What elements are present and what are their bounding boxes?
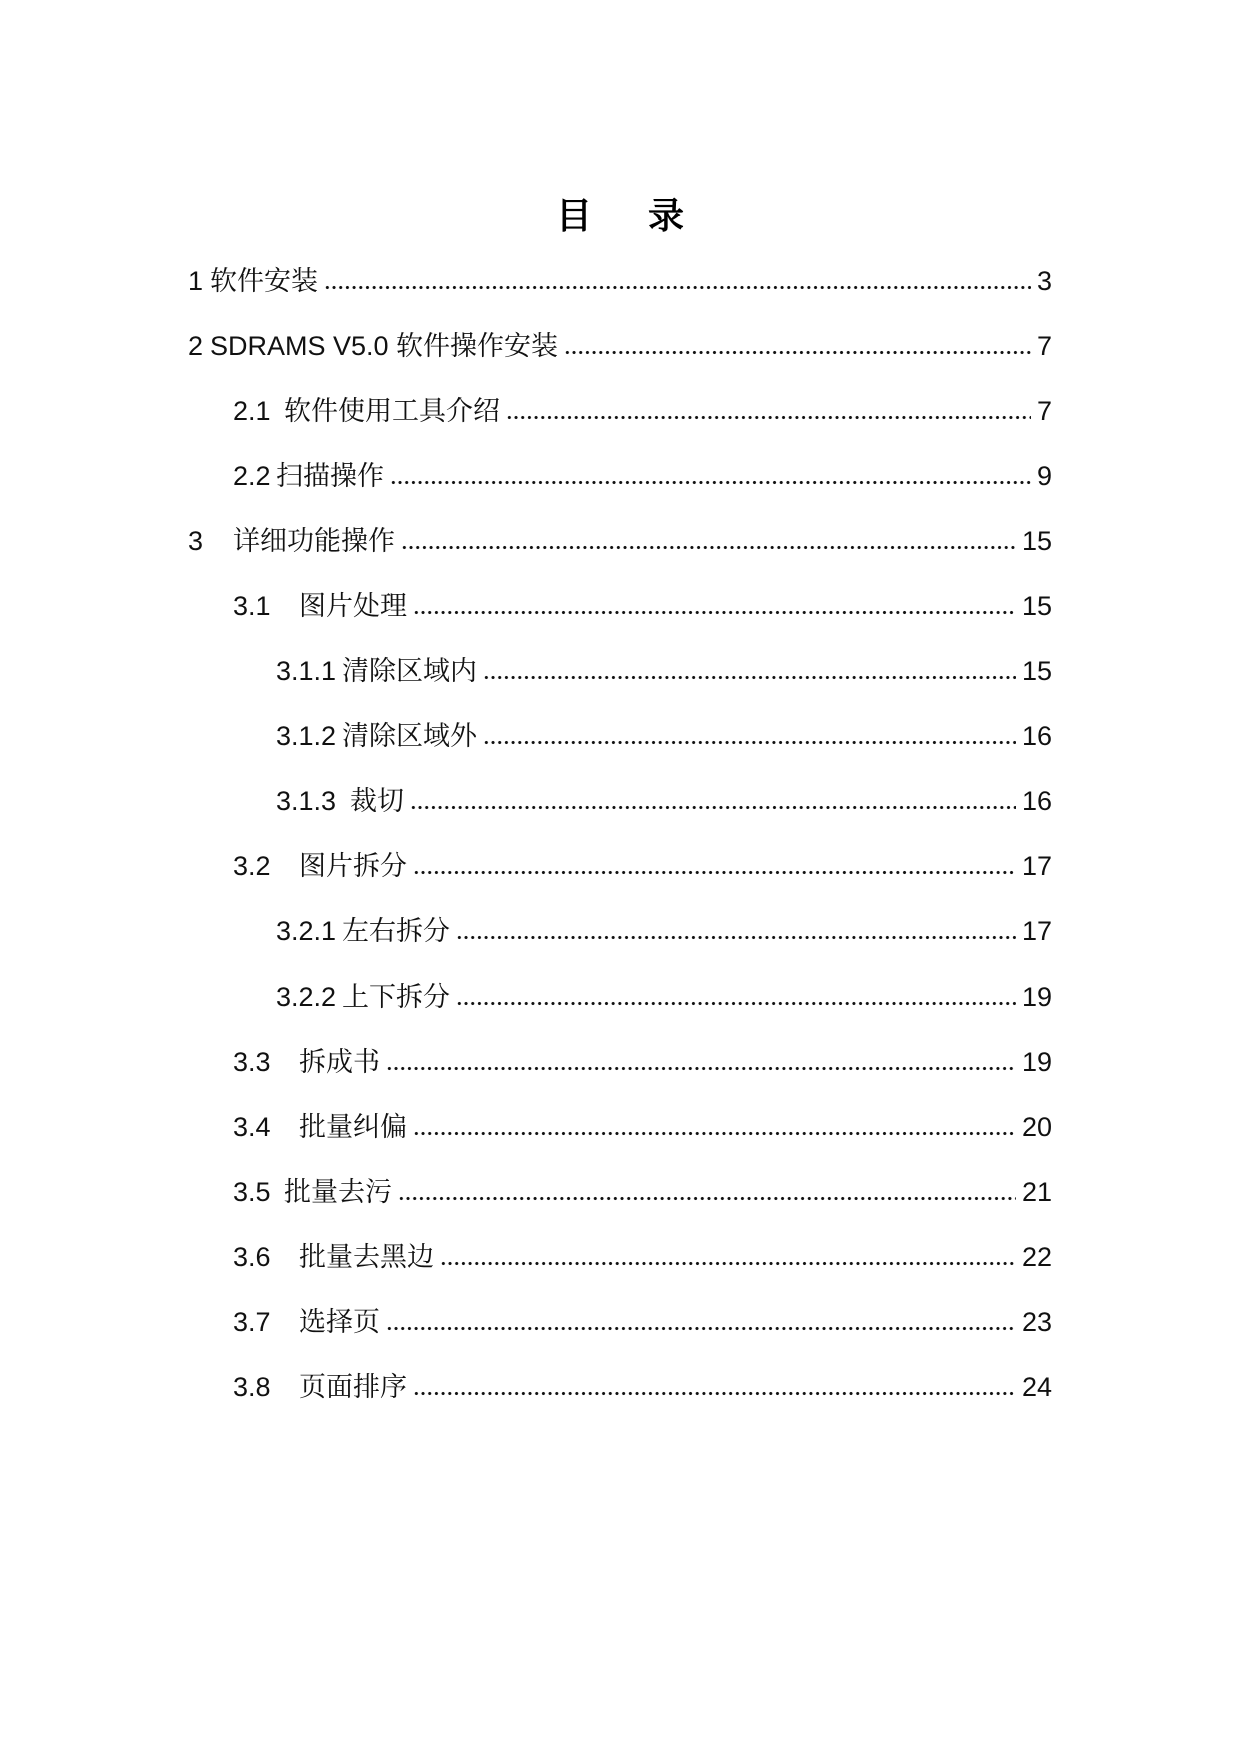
toc-entry-page: 24: [1021, 1372, 1052, 1403]
toc-entry-number: 3.2: [233, 851, 271, 882]
toc-entry-title: 拆成书: [299, 1046, 380, 1077]
toc-entry-title: 详细功能操作: [233, 525, 395, 556]
toc-entry-title: 批量去污: [284, 1176, 392, 1207]
toc-entry: [233, 1095, 1052, 1160]
toc-entry-title: 软件使用工具介绍: [284, 395, 500, 426]
toc-entry-page: 15: [1021, 590, 1052, 621]
toc-entry-title: 选择页: [299, 1307, 380, 1337]
toc-entry-page: 16: [1021, 721, 1052, 752]
toc-entry-page: 15: [1021, 656, 1052, 687]
toc-entry: [276, 899, 1052, 964]
toc-entry-number: 3.5: [233, 1176, 271, 1207]
toc-entry-title: 软件安装: [210, 265, 318, 296]
toc-entry-number: 1: [188, 265, 204, 296]
toc-entry-number: 3.1: [233, 590, 271, 621]
toc-entry-number: 3.3: [233, 1046, 271, 1077]
toc-entry-title: 图片拆分: [299, 851, 407, 882]
dot-leader: [506, 415, 1031, 420]
toc-entry: [188, 249, 1052, 314]
toc-entry-title: 批量去黑边: [299, 1241, 434, 1272]
dot-leader: [456, 935, 1016, 940]
toc-entry: [233, 379, 1052, 444]
toc-entry: [233, 574, 1052, 639]
toc-entry-page: 19: [1021, 1046, 1052, 1077]
toc-entry: [188, 314, 1052, 379]
dot-leader: [386, 1326, 1016, 1331]
dot-leader: [401, 545, 1016, 550]
toc-entry-title: 页面排序: [299, 1372, 407, 1403]
toc-entry-title: 扫描操作: [276, 460, 384, 491]
toc-entry-number: 2.1: [233, 395, 271, 426]
toc-entry-page: 19: [1021, 981, 1052, 1012]
toc-entry-title: 裁切: [350, 786, 404, 817]
toc-entry: [276, 704, 1052, 769]
toc-entry-number: 3.2.1: [276, 916, 337, 947]
toc-entry: [233, 1160, 1052, 1225]
dot-leader: [324, 285, 1031, 290]
toc-entry-title: 左右拆分: [342, 916, 450, 947]
dot-leader: [440, 1261, 1016, 1266]
dot-leader: [456, 1001, 1016, 1006]
toc-entry: [276, 769, 1052, 834]
dot-leader: [413, 1391, 1016, 1396]
toc-entry-page: 21: [1021, 1176, 1052, 1207]
toc-entry: [233, 834, 1052, 899]
toc-entry-title: 图片处理: [299, 590, 407, 621]
toc-entry-page: 20: [1021, 1111, 1052, 1142]
dot-leader: [390, 480, 1031, 485]
toc-entry: [233, 1225, 1052, 1290]
toc-entry-number: 3.2.2: [276, 981, 337, 1012]
toc-entry-page: 9: [1036, 460, 1052, 491]
dot-leader: [410, 805, 1016, 810]
toc-entry-page: 7: [1036, 330, 1052, 361]
toc-entry-page: 15: [1021, 525, 1052, 556]
toc-entry-number: 3.1.1: [276, 656, 337, 687]
page-title: 目 录: [555, 195, 684, 236]
toc-entry-number: 3.6: [233, 1241, 271, 1272]
toc-entry: [276, 639, 1052, 704]
toc-entry-page: 23: [1021, 1307, 1052, 1337]
toc-entry-number: 3: [188, 525, 204, 556]
dot-leader: [483, 675, 1016, 680]
toc-entry: [276, 965, 1052, 1030]
toc-entry-page: 22: [1021, 1241, 1052, 1272]
dot-leader: [413, 1131, 1016, 1136]
dot-leader: [413, 870, 1016, 875]
toc-entry-page: 16: [1021, 786, 1052, 817]
toc-entry: [233, 444, 1052, 509]
toc-entry-page: 17: [1021, 916, 1052, 947]
dot-leader: [564, 350, 1031, 355]
toc-entry-page: 7: [1036, 395, 1052, 426]
toc-entry-number: 3.8: [233, 1372, 271, 1403]
toc-entry: [233, 1030, 1052, 1095]
toc-entry: [233, 1290, 1052, 1355]
dot-leader: [398, 1196, 1016, 1201]
toc-entry-number: 3.7: [233, 1307, 271, 1337]
toc-entry-number: 2.2: [233, 460, 271, 491]
toc-entry-page: 3: [1036, 265, 1052, 296]
toc-entry-title: SDRAMS V5.0 软件操作安装: [210, 330, 559, 361]
toc-entry-title: 上下拆分: [342, 981, 450, 1012]
dot-leader: [483, 740, 1016, 745]
table-of-contents: [0, 249, 1240, 1421]
toc-entry-number: 3.4: [233, 1111, 271, 1142]
toc-entry: [233, 1355, 1052, 1420]
toc-entry-title: 批量纠偏: [299, 1111, 407, 1142]
toc-entry-number: 3.1.2: [276, 721, 337, 752]
toc-entry-title: 清除区域外: [342, 721, 477, 752]
toc-entry-number: 3.1.3: [276, 786, 337, 817]
dot-leader: [386, 1066, 1016, 1071]
toc-entry-page: 17: [1021, 851, 1052, 882]
toc-entry-title: 清除区域内: [342, 656, 477, 687]
dot-leader: [413, 610, 1016, 615]
toc-entry: [188, 509, 1052, 574]
toc-entry-number: 2: [188, 330, 204, 361]
